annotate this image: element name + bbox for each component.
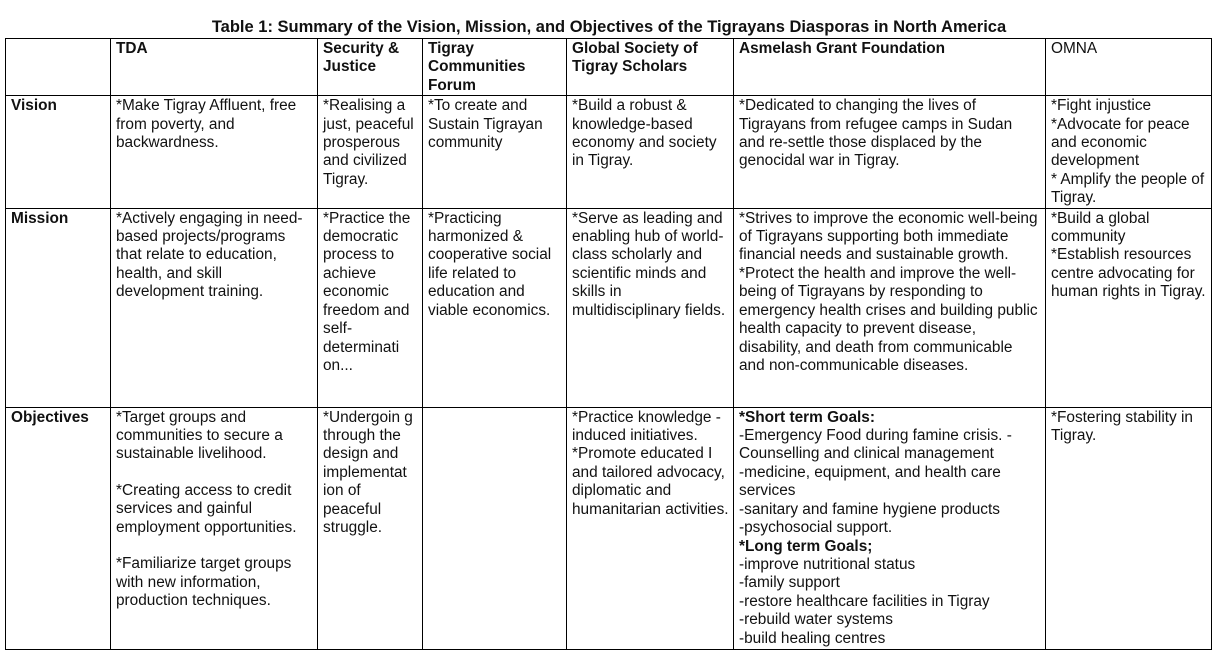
cell-line: *Target groups and communities to secure a sustainable livelihood. — [116, 408, 283, 463]
row-label-mission: Mission — [6, 208, 111, 407]
cell-line: -medicine, equipment, and health care services — [739, 463, 1001, 500]
cell-line: *Promote educated I and tailored advocacy, diplomatic and humanitarian activities. — [572, 445, 729, 518]
long-term-heading: *Long term Goals; — [739, 537, 873, 555]
cell-objectives-security: *Undergoin g through the design and implementat ion of peaceful struggle. — [318, 407, 423, 649]
cell-line: *Protect the health and improve the well-being of Tigrayans by responding to emergency health crises and building public health capacity to prevent disease, disability, and death from communicable and non-communicable diseases. — [739, 264, 1038, 374]
cell-mission-scholars: *Serve as leading and enabling hub of world-class scholarly and scientific minds and skills in multidisciplinary fields. — [567, 208, 734, 407]
cell-line: *Advocate for peace and economic development — [1051, 115, 1190, 170]
header-asmelash-grant-foundation: Asmelash Grant Foundation — [734, 39, 1046, 96]
table-row-vision — [6, 96, 1212, 208]
cell-vision-forum: *To create and Sustain Tigrayan community — [423, 96, 567, 208]
cell-line: *Fight injustice — [1051, 97, 1152, 115]
header-security-justice: Security & Justice — [318, 39, 423, 96]
cell-line: -sanitary and famine hygiene products — [739, 500, 1000, 518]
cell-line: -rebuild water systems — [739, 611, 893, 629]
cell-vision-security: *Realising a just, peaceful prosperous and civilized Tigray. — [318, 96, 423, 208]
row-label-vision: Vision — [6, 96, 111, 208]
spacer — [116, 464, 314, 482]
table-caption: Table 1: Summary of the Vision, Mission, and Objectives of the Tigrayans Diasporas in North America — [211, 18, 1007, 36]
cell-objectives-scholars — [567, 407, 734, 649]
cell-objectives-tda — [111, 407, 318, 649]
cell-vision-scholars: *Build a robust & knowledge-based economy and society in Tigray. — [567, 96, 734, 208]
cell-vision-omna — [1046, 96, 1212, 208]
cell-line: *Practice knowledge -induced initiatives. — [572, 408, 721, 445]
header-omna: OMNA — [1046, 39, 1212, 96]
cell-objectives-asmelash — [734, 407, 1046, 649]
cell-line: *Establish resources centre advocating for human rights in Tigray. — [1051, 246, 1206, 301]
cell-mission-tda: *Actively engaging in need-based projects/programs that relate to education, health, and skill development training. — [111, 208, 318, 407]
cell-mission-security: *Practice the democratic process to achieve economic freedom and self-determinati on... — [318, 208, 423, 407]
spacer — [116, 537, 314, 555]
cell-line: *Strives to improve the economic well-being of Tigrayans supporting both immediate financial needs and sustainable growth. — [739, 209, 1038, 264]
cell-objectives-forum — [423, 407, 567, 649]
cell-objectives-omna: *Fostering stability in Tigray. — [1046, 407, 1212, 649]
cell-mission-omna — [1046, 208, 1212, 407]
table-row-objectives — [6, 407, 1212, 649]
cell-line: -family support — [739, 574, 840, 592]
row-label-objectives: Objectives — [6, 407, 111, 649]
table-row-mission — [6, 208, 1212, 407]
header-global-society-scholars: Global Society of Tigray Scholars — [567, 39, 734, 96]
summary-table — [5, 38, 1212, 650]
cell-mission-asmelash — [734, 208, 1046, 407]
short-term-heading: *Short term Goals: — [739, 408, 875, 426]
cell-line: -Emergency Food during famine crisis. - Counselling and clinical management — [739, 427, 1012, 463]
cell-line: *Creating access to credit services and gainful employment opportunities. — [116, 481, 297, 536]
cell-line: * Amplify the people of Tigray. — [1051, 170, 1205, 207]
cell-vision-asmelash: *Dedicated to changing the lives of Tigrayans from refugee camps in Sudan and re-settle those displaced by the genocidal war in Tigray. — [734, 96, 1046, 208]
cell-line: -psychosocial support. — [739, 519, 893, 537]
cell-line: *Familiarize target groups with new information, production techniques. — [116, 555, 292, 609]
header-tda: TDA — [111, 39, 318, 96]
cell-line: -build healing centres — [739, 629, 886, 647]
cell-vision-tda: *Make Tigray Affluent, free from poverty, and backwardness. — [111, 96, 318, 208]
cell-line: -improve nutritional status — [739, 555, 916, 573]
header-row — [6, 39, 1212, 96]
cell-line: -restore healthcare facilities in Tigray — [739, 592, 990, 610]
header-blank — [6, 39, 111, 96]
header-tigray-communities-forum: Tigray Communities Forum — [423, 39, 567, 96]
cell-line: *Build a global community — [1051, 209, 1150, 246]
cell-mission-forum: *Practicing harmonized & cooperative social life related to education and viable economics. — [423, 208, 567, 407]
